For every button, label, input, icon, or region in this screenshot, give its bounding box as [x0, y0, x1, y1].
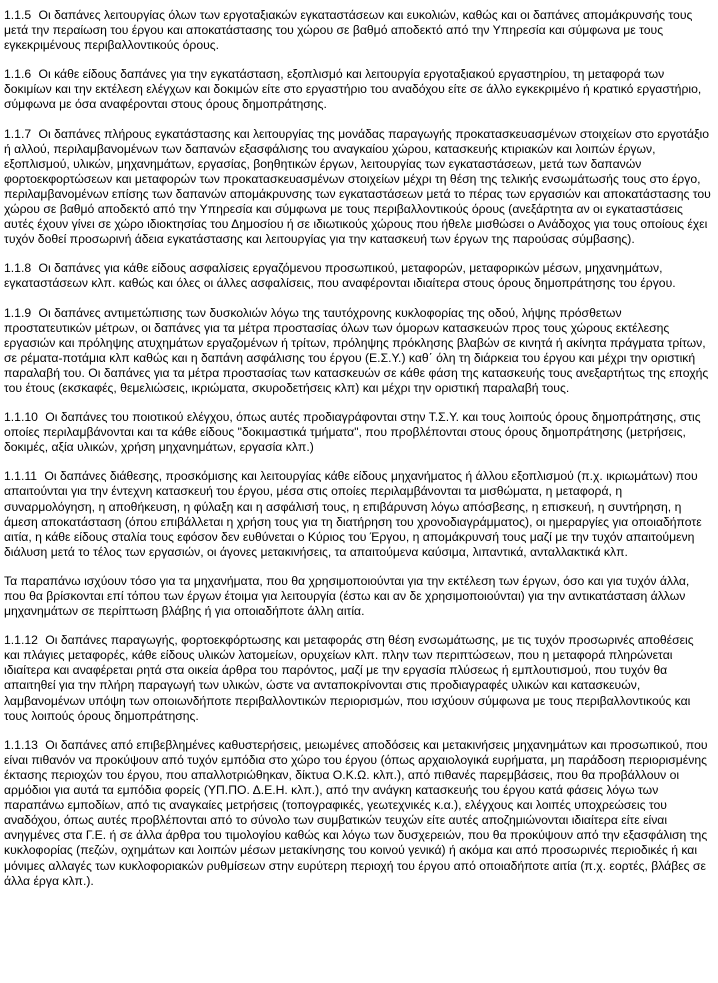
paragraph-number: 1.1.5 — [4, 8, 32, 22]
paragraph-1-1-6 — [4, 67, 712, 112]
paragraph-number: 1.1.11 — [4, 469, 37, 484]
paragraph-1-1-11 — [4, 469, 712, 560]
paragraph-text: Τα παραπάνω ισχύουν τόσο για τα μηχανήματα, που θα χρησιμοποιούνται για την εκτέλεση των έργων, όσο και για τυχόν άλλα, που θα βρίσκονται επί τόπου των έργων έτοιμα για λειτουργία (έστω και αν δε χρησιμοποιούνται) για την αντικατάσταση άλλων μηχανημάτων σε περίπτωση βλάβης ή για οποιαδήποτε άλλη αιτία. — [4, 573, 690, 619]
paragraph-1-1-12 — [4, 633, 712, 724]
paragraph-number: 1.1.7 — [4, 126, 32, 141]
paragraph-text: Οι δαπάνες αντιμετώπισης των δυσκολιών λόγω της ταυτόχρονης κυκλοφορίας της οδού, λήψης πρόσθετων προστατευτικών μέτρων, οι δαπάνες για τα μέτρα προστασίας όλων των όμορων κατασκευών προς τους χώρους εκτέλεσης εργασιών και πρόληψης ατυχημάτων εργαζομένων ή τρίτων, πρόληψης πρόκλησης βλαβών σε κινητά ή ακίνητα πράγματα τρίτων, σε ρέματα-ποτάμια κλπ καθώς και η δαπάνη ασφάλισης του έργου (Ε.Σ.Υ.) καθ΄ όλη τη διάρκεια του έργου και μέχρι την οριστική παραλαβή του. Οι δαπάνες για τα μέτρα προστασίας των κατασκευών σε κάθε φάση της κατασκευής τους ανεξαρτήτως της εποχής του έτους (εκσκαφές, θεμελιώσεις, ικριώματα, σκυροδετήσεις κλπ) και μέχρι την οριστική παραλαβή τους. — [4, 305, 709, 395]
paragraph-1-1-5 — [4, 8, 712, 53]
paragraph-text: Οι κάθε είδους δαπάνες για την εγκατάσταση, εξοπλισμό και λειτουργία εργοταξιακού εργαστηρίου, τη μεταφορά των δοκιμίων και την εκτέλεση ελέγχων και δοκιμών είτε στο εργαστήριο του αναδόχου είτε σε άλλο εγκεκριμένο ή κρατικό εργαστήριο, σύμφωνα με όσα αναφέρονται στους όρους δημοπράτησης. — [4, 67, 702, 112]
paragraph-1-1-13 — [4, 738, 712, 889]
paragraph-text: Οι δαπάνες από επιβεβλημένες καθυστερήσεις, μειωμένες αποδόσεις και μετακινήσεις μηχανημάτων και προσωπικού, που είναι πιθανόν να προκύψουν από τυχόν εμπόδια στο χώρο του έργου (όπως αρχαιολογικά ευρήματα, μη παράδοση περιορισμένης έκτασης περιοχών του έργου, που απαλλοτριώθηκαν, δίκτυα Ο.Κ.Ω. κλπ.), από πιθανές παρεμβάσεις, που θα προβάλλουν οι αρμόδιοι για αυτά τα εμπόδια φορείς (ΥΠ.ΠΟ. Δ.Ε.Η. κλπ.), από την ανάγκη κατασκευής του έργου κατά φάσεις λόγω των παραπάνω εμποδίων, από τις αναγκαίες μετρήσεις (τοπογραφικές, γεωτεχνικές κ.α.), ελέγχους και λοιπές υποχρεώσεις του αναδόχου, όπως αυτές προβλέπονται από το σύνολο των συμβατικών τευχών είτε αυτές αποζημιώνονται ιδιαίτερα είτε είναι ανηγμένες στα Γ.Ε. ή σε άλλα άρθρα του τιμολογίου καθώς και λόγω των δυσχερειών, που θα προκύψουν από την εξασφάλιση της κυκλοφορίας (πεζών, οχημάτων και λοιπών μέσων μετακίνησης του κοινού γενικά) ή ακόμα και από προσωρινές περιοδικές ή και μόνιμες αλλαγές των κυκλοφοριακών ρυθμίσεων στην ευρύτερη περιοχή του έργου από οποιαδήποτε αιτία (π.χ. εορτές, βλάβες σε άλλα έργα κλπ.). — [4, 737, 708, 888]
paragraph-text: Οι δαπάνες λειτουργίας όλων των εργοταξιακών εγκαταστάσεων και ευκολιών, καθώς και οι δαπάνες απομάκρυνσής τους μετά την περαίωση του έργου και αποκατάστασης του χώρου σε βαθμό αποδεκτό από την Υπηρεσία και σύμφωνα με τους εγκεκριμένους περιβαλλοντικούς όρους. — [4, 8, 693, 53]
paragraph-text: Οι δαπάνες διάθεσης, προσκόμισης και λειτουργίας κάθε είδους μηχανήματος ή άλλου εξοπλισμού (π.χ. ικριωμάτων) που απαιτούνται για την έντεχνη κατασκευή του έργου, μέσα στις οποίες περιλαμβάνονται τα μισθώματα, η μεταφορά, η συναρμολόγηση, η αποθήκευση, η φύλαξη και η ασφάλισή τους, η επιβάρυνση λόγω απόσβεσης, η επισκευή, η συντήρηση, η άμεση αποκατάσταση (όπου επιβάλλεται η χρήση τους για τη διατήρηση του χρονοδιαγράμματος), οι ημεραργίες για οποιαδήποτε αιτία, η κάθε είδους σταλία τους εφόσον δεν ευθύνεται ο Κύριος του Έργου, η απομάκρυνσή τους μαζί με την τυχόν απαιτούμενη διάλυση μετά το τέλος των εργασιών, οι άγονες μετακινήσεις, τα απαιτούμενα καύσιμα, λιπαντικά, ανταλλακτικά κλπ. — [4, 469, 702, 559]
paragraph-number: 1.1.9 — [4, 305, 32, 320]
paragraph-text: Οι δαπάνες του ποιοτικού ελέγχου, όπως αυτές προδιαγράφονται στην Τ.Σ.Υ. και τους λοιπούς όρους δημοπράτησης, στις οποίες περιλαμβάνονται και τα κάθε είδους "δοκιμαστικά τμήματα", που προβλέπονται στους όρους δημοπράτησης (μετρήσεις, δοκιμές, αξία υλικών, χρήση μηχανημάτων, εργασία κλπ.) — [4, 410, 701, 455]
paragraph-number: 1.1.8 — [4, 261, 32, 276]
paragraph-1-1-8 — [4, 261, 712, 291]
paragraph-number: 1.1.12 — [4, 633, 38, 648]
paragraph-number: 1.1.10 — [4, 410, 38, 425]
paragraph-1-1-7 — [4, 127, 712, 248]
paragraph-text: Οι δαπάνες πλήρους εγκατάστασης και λειτουργίας της μονάδας παραγωγής προκατασκευασμένων στοιχείων στο εργοτάξιο ή αλλού, περιλαμβανομένων των δαπανών εξασφάλισης του αναγκαίου χώρου, κατασκευής κτιριακών και λοιπών έργων, εξοπλισμού, υλικών, μηχανημάτων, εργασίας, βοηθητικών έργων, λειτουργίας των εγκαταστάσεων, μετά των δαπανών φορτοεκφορτώσεων και μεταφορών των προκατασκευασμένων στοιχείων μέχρι τη θέση της τελικής ενσωμάτωσής τους στο έργο, περιλαμβανομένων επίσης των δαπανών απομάκρυνσης των εγκαταστάσεων μετά το πέρας των εργασιών και αποκατάστασης του χώρου σε βαθμό αποδεκτό από την Υπηρεσία και σύμφωνα με τους περιβαλλοντικούς όρους (ανεξάρτητα αν οι εγκαταστάσεις αυτές έχουν γίνει σε χώρο ιδιοκτησίας του Δημοσίου ή σε ιδιωτικούς χώρους που ήθελε μισθώσει ο Ανάδοχος για τους οποίους έχει τυχόν δοθεί προσωρινή άδεια εγκατάστασης και λειτουργίας για την κατασκευή των έργων της παρούσας σύμβασης). — [4, 126, 711, 247]
paragraph-text: Οι δαπάνες παραγωγής, φορτοεκφόρτωσης και μεταφοράς στη θέση ενσωμάτωσης, με τις τυχόν προσωρινές αποθέσεις και πλάγιες μεταφορές, κάθε είδους υλικών λατομείων, ορυχείων κλπ. πλην των περιπτώσεων, που η μεταφορά πληρώνεται ιδιαίτερα και αναφέρεται ρητά στα οικεία άρθρα του παρόντος, μαζί με την εργασία πλύσεως ή εμπλουτισμού, που τυχόν θα απαιτηθεί για την πλήρη παραγωγή των υλικών, ώστε να ανταποκρίνονται στις προδιαγραφές υλικών και κατασκευών, λαμβανομένων υπόψη των οποιωνδήποτε περιβαλλοντικών περιορισμών, που ισχύουν σύμφωνα με τους περιβαλλοντικούς και τους λοιπούς όρους δημοπράτησης. — [4, 633, 694, 723]
paragraph-machinery-note — [4, 574, 712, 619]
document-body — [4, 8, 712, 903]
paragraph-1-1-9 — [4, 306, 712, 397]
paragraph-text: Οι δαπάνες για κάθε είδους ασφαλίσεις εργαζόμενου προσωπικού, μεταφορών, μεταφορικών μέσων, μηχανημάτων, εγκαταστάσεων κλπ. καθώς και όλες οι άλλες ασφαλίσεις, που αναφέρονται ιδιαίτερα στους όρους δημοπράτησης του έργου. — [4, 261, 676, 291]
paragraph-number: 1.1.13 — [4, 737, 38, 752]
paragraph-number: 1.1.6 — [4, 67, 32, 82]
paragraph-1-1-10 — [4, 410, 712, 455]
